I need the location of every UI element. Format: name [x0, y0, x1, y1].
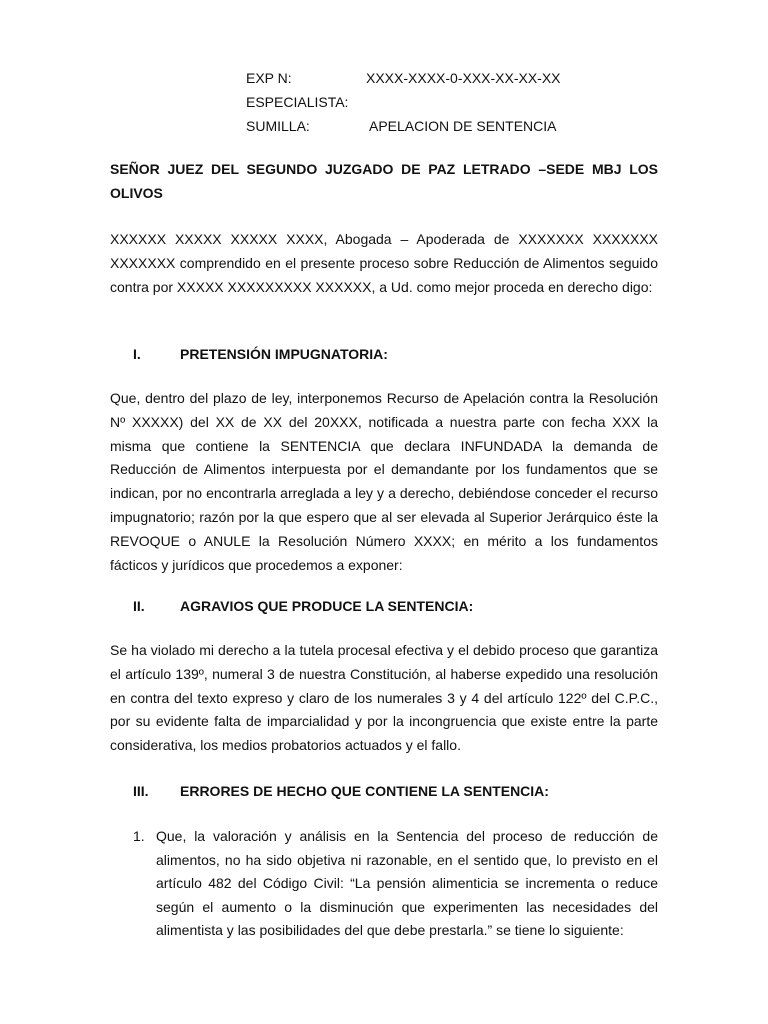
specialist-row: [246, 90, 561, 114]
section-title: AGRAVIOS QUE PRODUCE LA SENTENCIA:: [180, 598, 474, 614]
specialist-label: ESPECIALISTA:: [246, 94, 349, 110]
summary-row: [246, 114, 561, 138]
section-heading-1: [133, 342, 388, 366]
case-number-label: EXP N:: [246, 70, 292, 86]
list-item: [110, 825, 658, 943]
section-heading-2: [133, 594, 473, 618]
case-number-value: XXXX-XXXX-0-XXX-XX-XX-XX: [366, 70, 561, 86]
section-heading-3: [133, 779, 549, 803]
list-item-text: Que, la valoración y análisis en la Sentencia del proceso de reducción de alimentos, no ha sido objetiva ni razonable, en el sentido que, lo previsto en el artículo 482 del Código Civil: “La pensión alimenticia se incrementa o reduce según el aumento o la disminución que experimenten las necesidades del alimentista y las posibilidades del que debe prestarla.” se tiene lo siguiente:: [156, 828, 658, 939]
summary-label: SUMILLA:: [246, 118, 310, 134]
section-number: III.: [133, 783, 149, 799]
section-number: II.: [133, 598, 145, 614]
section-number: I.: [133, 346, 141, 362]
list-item-marker: 1.: [133, 828, 145, 844]
section-2-paragraph: Se ha violado mi derecho a la tutela procesal efectiva y el debido proceso que garantiza el artículo 139º, numeral 3 de nuestra Constitución, al haberse expedido una resolución en contra del texto expreso y claro de los numerales 3 y 4 del artículo 122º del C.P.C., por su evidente falta de imparcialidad y por la incongruencia que existe entre la parte considerativa, los medios probatorios actuados y el fallo.: [110, 642, 658, 754]
case-header: [246, 66, 561, 138]
section-1-paragraph: Que, dentro del plazo de ley, interponemos Recurso de Apelación contra la Resolución Nº XXXXX) del XX de XX del 20XXX, notificada a nuestra parte con fecha XXX la misma que contiene la SENTENCIA que declara INFUNDADA la demanda de Reducción de Alimentos interpuesta por el demandante por los fundamentos que se indican, por no encontrarla arreglada a ley y a derecho, debiéndose conceder el recurso impugnatorio; razón por la que espero que al ser elevada al Superior Jerárquico éste la REVOQUE o ANULE la Resolución Número XXXX; en mérito a los fundamentos fácticos y jurídicos que procedemos a exponer:: [110, 390, 658, 573]
intro-paragraph: XXXXXX XXXXX XXXXX XXXX, Abogada – Apoderada de XXXXXXX XXXXXXX XXXXXXX comprendido en el presente proceso sobre Reducción de Alimentos seguido contra por XXXXX XXXXXXXXX XXXXXX, a Ud. como mejor proceda en derecho digo:: [110, 231, 658, 295]
section-title: PRETENSIÓN IMPUGNATORIA:: [180, 346, 388, 362]
case-number-row: [246, 66, 561, 90]
addressee-heading: SEÑOR JUEZ DEL SEGUNDO JUZGADO DE PAZ LETRADO –SEDE MBJ LOS OLIVOS: [110, 161, 658, 201]
summary-value: APELACION DE SENTENCIA: [369, 118, 557, 134]
section-title: ERRORES DE HECHO QUE CONTIENE LA SENTENCIA:: [180, 783, 549, 799]
